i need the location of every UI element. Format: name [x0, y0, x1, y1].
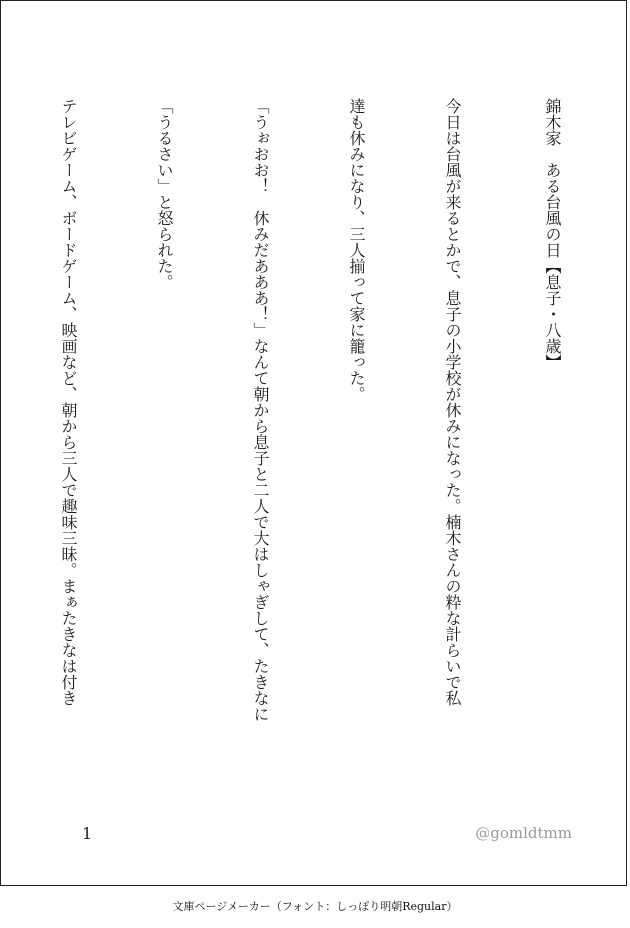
- author-handle: @gomldtmm: [475, 824, 572, 842]
- body-line: 今日は台風が来るとかで、息子の小学校が休みになった。楠木さんの粋な計らいで私: [443, 98, 462, 706]
- story-title: 錦木家 ある台風の日【息子・八歳】: [543, 98, 562, 370]
- generator-footer: 文庫ページメーカー（フォント：しっぽり明朝Regular）: [172, 900, 458, 913]
- body-line: 「うるさい」と怒られた。: [155, 98, 174, 290]
- body-line: テレビゲーム、ボードゲーム、映画など、朝から三人で趣味三昧。まぁたきなは付き: [59, 98, 78, 706]
- body-line: 達も休みになり、三人揃って家に籠った。: [347, 98, 366, 402]
- body-text: [0, 98, 532, 808]
- page-number: 1: [82, 824, 93, 843]
- body-line: 「うぉおお！ 休みだあああ！」なんて朝から息子と二人で大はしゃぎして、たきなに: [251, 98, 270, 722]
